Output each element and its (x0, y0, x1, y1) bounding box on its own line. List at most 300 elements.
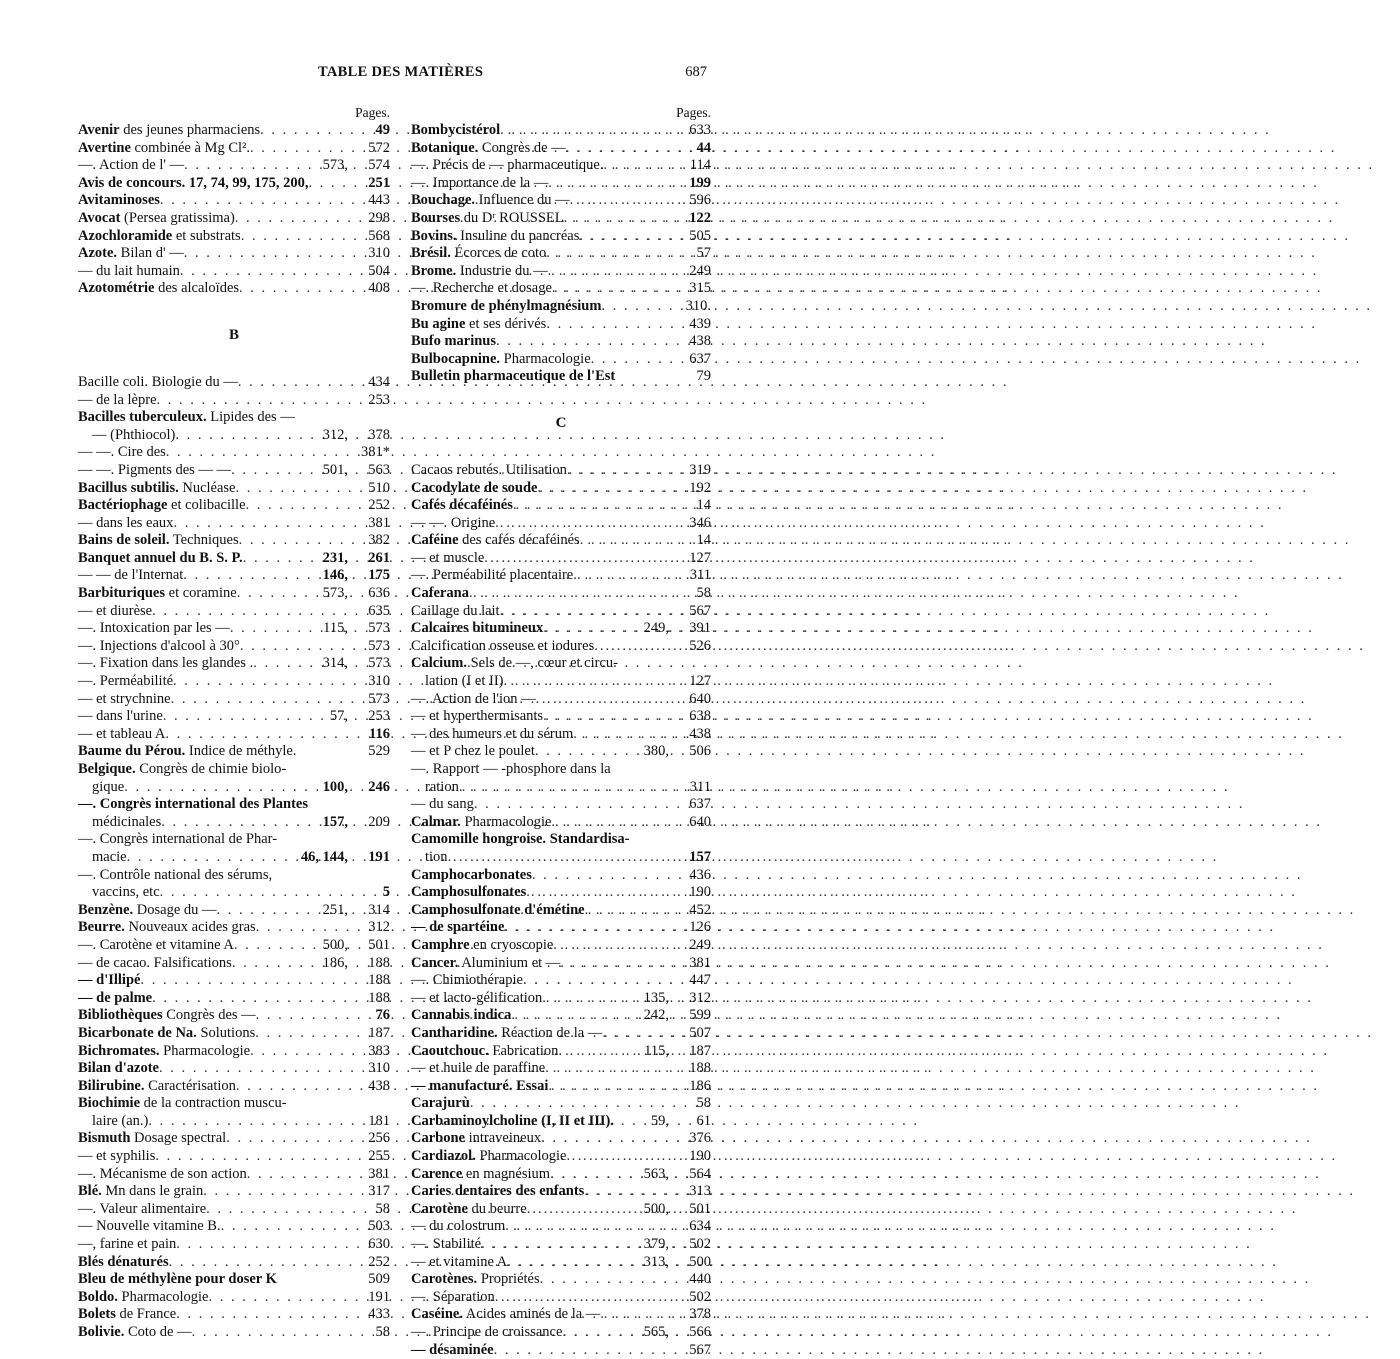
entry-subtext: osseuse et iodures (485, 637, 595, 654)
dot-leader (165, 726, 348, 744)
entry-subtext: lation (I et II) (425, 673, 504, 690)
index-entry (78, 708, 390, 726)
entry-subtext: — et tableau A (78, 725, 166, 742)
entry-subtext: des cafés décaféinés (458, 532, 580, 549)
entry-heading: Azote. (78, 245, 118, 262)
dot-leader (240, 638, 348, 656)
pages-label: Pages. (355, 105, 390, 120)
dot-leader (166, 444, 348, 462)
entry-text (78, 192, 160, 210)
dot-leader (256, 919, 348, 937)
index-entry (411, 368, 711, 386)
page-ref: 436 (689, 866, 711, 883)
index-entry (411, 603, 711, 621)
page-ref: 14 (696, 497, 711, 514)
index-entry (78, 1289, 390, 1307)
dot-leader (243, 550, 321, 568)
entry-text (411, 1060, 545, 1078)
page-ref: 261 (368, 549, 390, 566)
dot-leader (155, 1148, 348, 1166)
entry-subtext: Influence du — (475, 192, 570, 209)
entry-text (92, 884, 160, 902)
entry-subtext: vaccins, etc (92, 884, 160, 901)
page-ref: 253 (368, 708, 390, 725)
page-ref: 79 (696, 368, 711, 385)
dot-leader (161, 814, 320, 832)
entry-heading: Bismuth (78, 1130, 131, 1147)
index-entry (78, 532, 390, 550)
page-ref: 127 (689, 549, 711, 566)
entry-text (411, 1166, 550, 1184)
entry-heading: Brome. (411, 262, 457, 279)
entry-text (411, 1254, 507, 1272)
dot-leader (570, 192, 669, 210)
entry-text (411, 1342, 494, 1359)
index-entry (411, 585, 711, 603)
entry-text (411, 955, 560, 973)
index-entry (78, 1025, 390, 1043)
entry-subtext: — de palme (78, 989, 153, 1006)
entry-heading: Cancer. (411, 954, 459, 971)
entry-subtext: — dans les eaux (78, 514, 174, 531)
entry-heading: Bibliothèques (78, 1007, 163, 1024)
entry-heading: Avis de concours. (78, 174, 186, 191)
entry-subtext: Dosage spectral (130, 1130, 227, 1147)
dot-leader (600, 1306, 669, 1324)
page-ref: 506 (689, 743, 711, 760)
page-ref: 346 (689, 514, 711, 531)
dot-leader (232, 955, 321, 973)
entry-text (411, 620, 543, 638)
dot-leader (513, 497, 669, 515)
entry-subtext: — désaminée (411, 1341, 494, 1358)
dot-leader (543, 620, 641, 638)
index-entry (78, 157, 390, 175)
entry-text (78, 374, 238, 392)
page-ref: 313 (689, 1183, 711, 1200)
dot-leader (241, 228, 348, 246)
entry-heading: Carbaminoylcholine (411, 1112, 538, 1129)
page-ref: 188 (368, 972, 390, 989)
index-entry (411, 972, 711, 990)
page-ref: 501 (368, 936, 390, 953)
index-entry (411, 761, 711, 779)
dot-leader (543, 708, 669, 726)
index-entry (411, 532, 711, 550)
entry-subtext: Nouveaux acides gras (124, 919, 256, 936)
entry-text (78, 743, 296, 761)
page-ref: 565, (643, 1324, 669, 1340)
page-ref: 116 (369, 725, 390, 742)
entry-subtext: —. Mécanisme de son action (78, 1165, 247, 1182)
dot-leader (469, 585, 669, 603)
entry-heading: Carotènes. (411, 1271, 478, 1288)
dot-leader (527, 1201, 642, 1219)
page-ref: 188 (368, 989, 390, 1006)
entry-text (78, 1130, 226, 1148)
index-entry (411, 1130, 711, 1148)
entry-heading: Bombycistérol (411, 122, 501, 138)
dot-leader (203, 1183, 348, 1201)
entry-text (78, 515, 173, 533)
entry-heading: Bouchage. (411, 192, 476, 209)
index-entry (78, 228, 390, 246)
page-ref: 633 (689, 122, 711, 138)
page-ref: 231, (322, 549, 348, 566)
page-ref: 563, (643, 1165, 669, 1182)
entry-subtext: — (Phthiocol) (92, 426, 176, 443)
page-ref: 49 (375, 122, 390, 138)
entry-text (78, 175, 309, 193)
entry-subtext: — dans l'urine (78, 708, 163, 725)
entry-text (78, 1236, 176, 1254)
dot-leader (176, 1236, 348, 1254)
index-entry (78, 1095, 390, 1113)
entry-heading: Brésil. (411, 245, 451, 262)
entry-heading: Bovins. (411, 227, 457, 244)
page-ref: 157 (689, 848, 711, 865)
index-entry (78, 1324, 390, 1342)
entry-text (411, 691, 536, 709)
entry-text (78, 1043, 250, 1061)
index-entry (78, 427, 390, 445)
page-ref: 122 (689, 209, 711, 226)
page-ref: 44 (696, 139, 711, 156)
page-ref: 76 (375, 1007, 390, 1024)
entry-subtext: —. Séparation (411, 1288, 495, 1305)
entry-subtext: Mn dans le grain (101, 1183, 204, 1200)
page-ref: 500, (322, 936, 348, 953)
page-ref: 187 (689, 1042, 711, 1059)
index-entry (78, 1113, 390, 1131)
entry-heading: Bolivie. (78, 1324, 125, 1340)
index-entry (411, 1025, 711, 1043)
dot-leader (127, 849, 299, 867)
dot-leader (523, 972, 669, 990)
entry-text (78, 1007, 256, 1025)
entry-heading: Carajurù (411, 1095, 470, 1112)
dot-leader (238, 374, 348, 392)
entry-subtext: médicinales (92, 813, 162, 830)
index-entry (411, 1060, 711, 1078)
entry-subtext: Standardisa- (546, 831, 630, 848)
entry-subtext: Aluminium et — (458, 954, 561, 971)
entry-text (78, 761, 286, 779)
index-entry (78, 567, 390, 585)
entry-subtext: macie (92, 848, 127, 865)
page-ref: 573, (322, 585, 348, 602)
index-entry (411, 140, 711, 158)
entry-heading: Carence (411, 1165, 463, 1182)
index-entry (78, 884, 390, 902)
index-entry (411, 550, 711, 568)
entry-subtext: Insuline du pancréas (456, 227, 580, 244)
entry-text (78, 1060, 159, 1078)
index-entry (78, 743, 390, 761)
entry-text (78, 1183, 203, 1201)
entry-subtext: Pharmacologie (117, 1288, 209, 1305)
index-entry (411, 990, 711, 1008)
entry-subtext: —. Recherche et dosage (411, 280, 552, 297)
page-ref: 115, (323, 620, 348, 637)
entry-subtext: —. Contrôle national des sérums, (78, 866, 273, 883)
index-entry (411, 1183, 711, 1201)
dot-leader (594, 638, 669, 656)
dot-leader (545, 1060, 669, 1078)
page-ref: 635 (368, 602, 390, 619)
entry-subtext: tion (425, 848, 448, 865)
page-ref: 100, (322, 778, 348, 795)
entry-text (78, 1078, 236, 1096)
index-entry (411, 726, 711, 744)
entry-heading: Carbone (411, 1130, 465, 1147)
entry-heading: Cacaos rebutés. (411, 461, 502, 478)
index-entry (78, 1201, 390, 1219)
dot-leader (152, 990, 348, 1008)
page-ref: 191 (368, 1288, 390, 1305)
dot-leader (573, 567, 669, 585)
entry-subtext: — d'Illipé (78, 972, 141, 989)
entry-subtext: —. Action de l' — (78, 157, 185, 174)
entry-heading: Camphosulfonate d'émétine (411, 901, 585, 918)
entry-text (78, 919, 256, 937)
entry-heading: Caséine. (411, 1306, 463, 1323)
entry-text (411, 867, 532, 885)
page-ref: 501 (689, 1200, 711, 1217)
entry-text (411, 263, 548, 281)
entry-text (78, 726, 165, 744)
page-ref: 192 (689, 479, 711, 496)
entry-subtext: Utilisation (502, 461, 567, 478)
entry-text (78, 955, 232, 973)
index-entry (411, 884, 711, 902)
page-ref: 380, (643, 743, 669, 760)
dot-leader (236, 480, 349, 498)
page-ref: 312, (322, 426, 348, 443)
page-ref: 573, (322, 157, 348, 174)
page-ref: 381* (361, 444, 390, 461)
entry-heading: Bufo marinus (411, 333, 497, 350)
dot-leader (526, 884, 669, 902)
entry-heading: Benzène. (78, 901, 134, 918)
page-ref: 188 (368, 954, 390, 971)
entry-text (411, 1148, 566, 1166)
entry-text (78, 462, 231, 480)
index-entry (78, 673, 390, 691)
entry-heading: Cantharidine. (411, 1024, 498, 1041)
index-entry (78, 638, 390, 656)
index-entry (78, 1007, 390, 1025)
entry-text (78, 691, 171, 709)
index-entry (411, 1236, 711, 1254)
page-ref: 310 (368, 673, 390, 690)
page-ref: 563 (368, 461, 390, 478)
entry-heading: Caoutchouc. (411, 1042, 489, 1059)
entry-heading: Caries dentaires des enfants (411, 1183, 585, 1200)
dot-leader (253, 655, 320, 673)
dot-leader (448, 849, 669, 867)
dot-leader (551, 814, 669, 832)
entry-text (78, 1166, 247, 1184)
index-entry (411, 567, 711, 585)
entry-text (411, 316, 546, 334)
index-entry (411, 210, 711, 228)
entry-text (78, 638, 240, 656)
entry-subtext: — du lait humain (78, 262, 180, 279)
dot-leader (496, 333, 669, 351)
dot-leader (246, 497, 348, 515)
page-ref: 181 (368, 1112, 390, 1129)
entry-subtext: Pharmacologie (460, 813, 552, 830)
entry-subtext: —. Principe de croissance (411, 1324, 563, 1340)
entry-subtext: Solutions (196, 1024, 256, 1041)
entry-subtext: — de cacao. Falsifications (78, 954, 232, 971)
page-ref: 59, (650, 1112, 669, 1129)
entry-heading: Cannabis indica (411, 1007, 512, 1024)
entry-text (411, 1130, 541, 1148)
dot-leader (558, 1043, 642, 1061)
index-entry (411, 1306, 711, 1324)
dot-leader (560, 955, 669, 973)
entry-text (411, 585, 469, 603)
entry-subtext: —. Importance de la — (411, 174, 549, 191)
dot-leader (550, 1166, 642, 1184)
entry-heading: Banquet annuel du B. S. P. (78, 549, 243, 566)
index-entry (411, 157, 711, 175)
index-entry (411, 497, 711, 515)
page-ref: 310 (368, 245, 390, 262)
page-ref: 317 (368, 1183, 390, 1200)
dot-leader (548, 1078, 669, 1096)
dot-leader (209, 1289, 349, 1307)
page-ref: 58 (375, 1324, 390, 1340)
dot-leader (160, 192, 348, 210)
index-entry (411, 245, 711, 263)
dot-leader (540, 1271, 669, 1289)
entry-subtext: —. Carotène et vitamine A (78, 936, 234, 953)
entry-subtext: Propriétés (477, 1271, 540, 1288)
dot-leader (601, 298, 669, 316)
dot-leader (184, 245, 348, 263)
index-entry (78, 480, 390, 498)
index-entry (78, 814, 390, 832)
entry-heading: Bacilles tuberculeux. (78, 409, 207, 426)
index-entry (78, 1148, 390, 1166)
page-ref: 501, (322, 461, 348, 478)
page-ref: 440 (689, 1271, 711, 1288)
index-entry (411, 175, 711, 193)
index-entry (78, 1236, 390, 1254)
entry-text (78, 532, 239, 550)
entry-text (411, 298, 601, 316)
entry-subtext: Pharmacologie (159, 1042, 251, 1059)
index-entry (78, 919, 390, 937)
entry-text (411, 1306, 600, 1324)
entry-subtext: — et huile de paraffine (411, 1060, 546, 1077)
index-entry (411, 655, 711, 673)
entry-text (411, 280, 552, 298)
page-ref: 252 (368, 1253, 390, 1270)
entry-text (78, 567, 183, 585)
page-ref: 447 (689, 972, 711, 989)
entry-text (78, 280, 239, 298)
index-entry (411, 831, 711, 849)
entry-subtext: —. Congrès international des Plantes (78, 796, 308, 813)
dot-leader (255, 1025, 348, 1043)
entry-heading: Caféine (411, 532, 459, 549)
entry-heading: Calcium. (411, 655, 467, 672)
page-ref: 438 (689, 725, 711, 742)
entry-text (411, 122, 500, 140)
entry-subtext: —. Perméabilité placentaire (411, 567, 574, 584)
page-ref: 310 (368, 1060, 390, 1077)
index-entry (78, 280, 390, 298)
page-ref: 242, (643, 1007, 669, 1024)
index-entry (411, 620, 711, 638)
page-ref: 504 (368, 262, 390, 279)
page-ref: 567 (689, 602, 711, 619)
entry-text (78, 1306, 176, 1324)
entry-text (78, 245, 184, 263)
page-ref: 567 (689, 1341, 711, 1358)
index-entry (411, 1148, 711, 1166)
entry-text (411, 743, 535, 761)
entry-text (411, 603, 500, 621)
entry-text (411, 937, 553, 955)
entry-heading: Bromure de phénylmagnésium (411, 297, 602, 314)
dot-leader (536, 691, 669, 709)
dot-leader (176, 1306, 348, 1324)
entry-subtext: — et vitamine A (411, 1253, 508, 1270)
dot-leader (584, 1183, 669, 1201)
entry-text (411, 1289, 495, 1307)
page-ref: 408 (368, 280, 390, 297)
page-ref: 5 (382, 884, 390, 901)
dot-leader (495, 1289, 669, 1307)
entry-subtext: du beurre (467, 1200, 527, 1217)
entry-subtext: — et P chez le poulet (411, 743, 535, 760)
entry-text (411, 796, 474, 814)
index-entry (411, 919, 711, 937)
entry-text (78, 210, 235, 228)
page-ref: 572 (368, 139, 390, 156)
dot-leader (511, 1007, 641, 1025)
entry-heading: Bulletin pharmaceutique de l'Est (411, 368, 616, 385)
entry-subtext: — manufacturé. Essai (411, 1077, 549, 1094)
entry-text (411, 708, 543, 726)
entry-text (78, 585, 237, 603)
dot-leader (226, 1130, 348, 1148)
dot-leader (504, 673, 669, 691)
page-ref: 640 (689, 690, 711, 707)
page-ref: 376 (689, 1130, 711, 1147)
entry-heading: Bichromates. (78, 1042, 160, 1059)
dot-leader (567, 462, 669, 480)
entry-subtext: — et hyperthermisants (411, 708, 544, 725)
dot-leader (566, 140, 669, 158)
dot-leader (250, 140, 348, 158)
entry-text (411, 1201, 527, 1219)
entry-subtext: — et strychnine (78, 690, 171, 707)
page-ref: 574 (368, 157, 390, 174)
dot-leader (552, 280, 669, 298)
index-entry (411, 1201, 711, 1219)
entry-subtext: laire (an.) (92, 1112, 149, 1129)
entry-text (411, 550, 484, 568)
entry-subtext: Lipides des — (206, 409, 295, 426)
entry-subtext: — —. Cire des (78, 444, 166, 461)
entry-text (411, 1218, 505, 1236)
